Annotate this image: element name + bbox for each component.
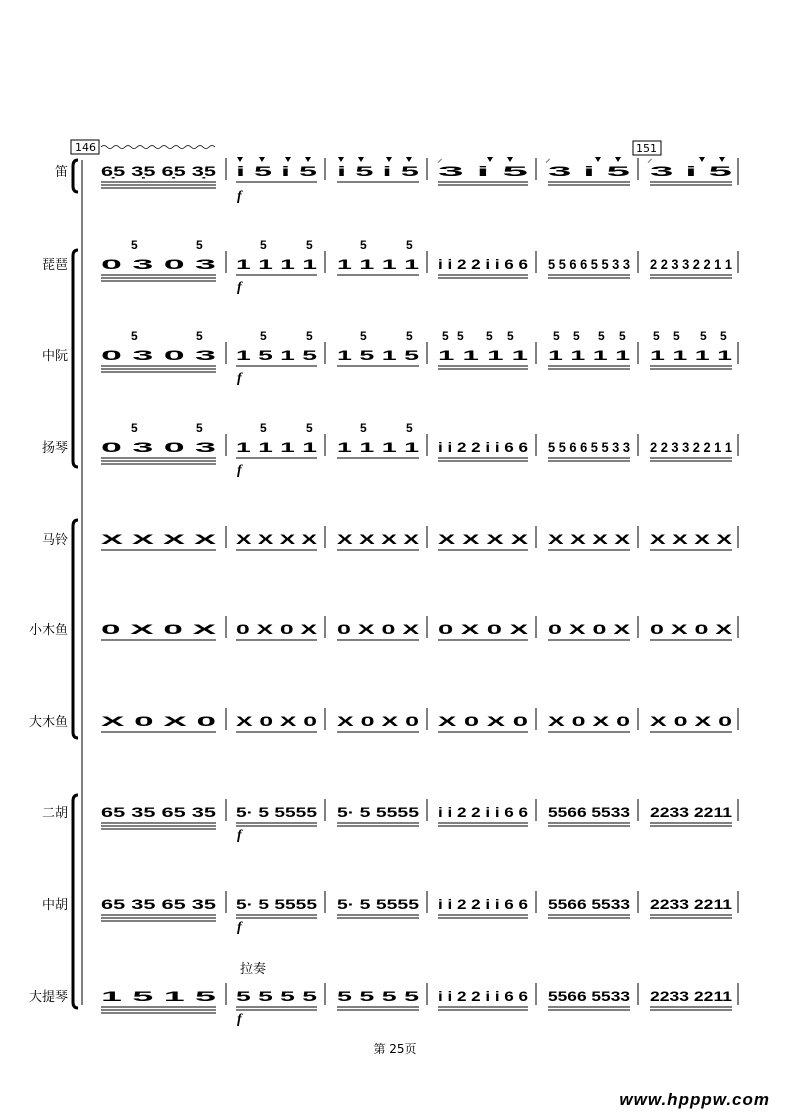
measure-9-4: 5566 5533 — [548, 988, 631, 1004]
instrument-name-7: 二胡 — [41, 806, 68, 821]
measure-0-1: i 5 i 5 — [236, 163, 318, 179]
upper-note: 5 — [406, 238, 413, 252]
upper-note: 5 — [131, 238, 138, 252]
measure-9-2: 5 5 5 5 — [337, 988, 420, 1004]
measure-9-3: i i 2 2 i i 6 6 — [438, 988, 529, 1004]
tremolo-mark: ⸝ — [437, 152, 443, 165]
measure-3-3: i i 2 2 i i 6 6 — [438, 439, 529, 455]
measure-7-0: 65 35 65 35 — [101, 804, 217, 820]
instrument-name-4: 马铃 — [41, 533, 68, 548]
accent-mark — [595, 157, 601, 162]
rehearsal-mark-146: 146 — [75, 141, 96, 154]
bracket-plucked — [73, 250, 78, 467]
instrument-name-6: 大木鱼 — [28, 715, 68, 730]
accent-mark — [406, 157, 412, 162]
dynamic-mark-7: f — [237, 828, 242, 843]
upper-note: 5 — [598, 329, 605, 343]
accent-mark — [386, 157, 392, 162]
tremolo-mark: ⸝ — [647, 152, 653, 165]
upper-note: 5 — [720, 329, 727, 343]
upper-note: 5 — [260, 238, 267, 252]
watermark: www.hpppw.com — [619, 1090, 770, 1109]
upper-note: 5 — [486, 329, 493, 343]
measure-6-3: X 0 X 0 — [438, 713, 529, 729]
measure-2-5: 1 1 1 1 — [650, 347, 733, 363]
measure-6-2: X 0 X 0 — [337, 713, 420, 729]
dynamic-mark-9: f — [237, 1012, 242, 1027]
upper-note: 5 — [553, 329, 560, 343]
measure-4-5: X X X X — [650, 531, 734, 547]
measure-9-0: 1 5 1 5 — [101, 988, 217, 1004]
instrument-name-3: 扬琴 — [41, 441, 68, 456]
measure-7-1: 5· 5 5555 — [236, 804, 318, 820]
measure-8-0: 65 35 65 35 — [101, 896, 217, 912]
measure-5-2: 0 X 0 X — [337, 621, 421, 637]
measure-9-5: 2233 2211 — [650, 988, 733, 1004]
bracket-strings — [73, 795, 78, 1008]
measure-9-1: 5 5 5 5 — [236, 988, 318, 1004]
upper-note: 5 — [406, 329, 413, 343]
measure-5-3: 0 X 0 X — [438, 621, 530, 637]
accent-mark — [285, 157, 291, 162]
accent-mark — [358, 157, 364, 162]
upper-note: 5 — [360, 421, 367, 435]
measure-3-4: 5 5 6 6 5 5 3 3 — [548, 439, 631, 455]
measure-1-1: 1 1 1 1 — [236, 256, 318, 272]
upper-note: 5 — [360, 238, 367, 252]
instrument-name-9: 大提琴 — [28, 990, 68, 1005]
measure-0-5: 3 i 5 — [650, 163, 733, 179]
instrument-name-1: 琵琶 — [41, 258, 68, 273]
accent-mark — [615, 157, 621, 162]
measure-6-0: X 0 X 0 — [101, 713, 217, 729]
upper-note: 5 — [260, 421, 267, 435]
upper-note: 5 — [619, 329, 626, 343]
upper-note: 5 — [673, 329, 680, 343]
measure-5-4: 0 X 0 X — [548, 621, 632, 637]
upper-note: 5 — [360, 329, 367, 343]
instrument-name-5: 小木鱼 — [28, 623, 68, 638]
measure-3-1: 1 1 1 1 — [236, 439, 318, 455]
measure-8-5: 2233 2211 — [650, 896, 733, 912]
measure-2-0: 0 3 0 3 — [101, 347, 217, 363]
measure-7-3: i i 2 2 i i 6 6 — [438, 804, 529, 820]
instrument-name-2: 中阮 — [41, 349, 68, 364]
instrument-name-0: 笛 — [54, 165, 68, 180]
upper-note: 5 — [653, 329, 660, 343]
accent-mark — [305, 157, 311, 162]
measure-5-1: 0 X 0 X — [236, 621, 319, 637]
measure-1-4: 5 5 6 6 5 5 3 3 — [548, 256, 631, 272]
measure-7-5: 2233 2211 — [650, 804, 733, 820]
page-number: 第 25页 — [373, 1042, 417, 1056]
dynamic-mark-3: f — [237, 463, 242, 478]
measure-6-1: X 0 X 0 — [236, 713, 318, 729]
measure-3-5: 2 2 3 3 2 2 1 1 — [650, 439, 733, 455]
measure-0-3: 3 i 5 — [438, 163, 529, 179]
measure-2-1: 1 5 1 5 — [236, 347, 318, 363]
measure-1-3: i i 2 2 i i 6 6 — [438, 256, 529, 272]
upper-note: 5 — [507, 329, 514, 343]
upper-note: 5 — [442, 329, 449, 343]
accent-mark — [237, 157, 243, 162]
measure-4-1: X X X X — [236, 531, 319, 547]
upper-note: 5 — [406, 421, 413, 435]
trill-line — [101, 146, 215, 149]
upper-note: 5 — [306, 238, 313, 252]
upper-note: 5 — [131, 329, 138, 343]
bracket-percussion — [73, 520, 78, 738]
instrument-name-8: 中胡 — [41, 898, 68, 913]
annotation-laqin: 拉奏 — [240, 962, 267, 977]
upper-note: 5 — [196, 421, 203, 435]
measure-5-0: 0 X 0 X — [101, 621, 218, 637]
measure-4-3: X X X X — [438, 531, 530, 547]
dynamic-mark-8: f — [237, 920, 242, 935]
measure-0-0: 6̣5 3̣5 6̣5 3̣5 — [101, 163, 217, 179]
measure-5-5: 0 X 0 X — [650, 621, 734, 637]
upper-note: 5 — [306, 329, 313, 343]
measure-8-2: 5· 5 5555 — [337, 896, 420, 912]
measure-1-2: 1 1 1 1 — [337, 256, 420, 272]
measure-2-2: 1 5 1 5 — [337, 347, 420, 363]
bracket-flute — [73, 160, 78, 192]
dynamic-mark-0: f — [237, 189, 242, 204]
measure-1-0: 0 3 0 3 — [101, 256, 217, 272]
measure-3-0: 0 3 0 3 — [101, 439, 217, 455]
upper-note: 5 — [700, 329, 707, 343]
measure-6-5: X 0 X 0 — [650, 713, 733, 729]
measure-7-2: 5· 5 5555 — [337, 804, 420, 820]
tremolo-mark: ⸝ — [545, 152, 551, 165]
upper-note: 5 — [573, 329, 580, 343]
measure-2-3: 1 1 1 1 — [438, 347, 529, 363]
measure-0-2: i 5 i 5 — [337, 163, 420, 179]
accent-mark — [338, 157, 344, 162]
dynamic-mark-2: f — [237, 371, 242, 386]
measure-0-4: 3 i 5 — [548, 163, 631, 179]
upper-note: 5 — [196, 329, 203, 343]
measure-8-3: i i 2 2 i i 6 6 — [438, 896, 529, 912]
measure-4-0: X X X X — [101, 531, 218, 547]
upper-note: 5 — [260, 329, 267, 343]
measure-3-2: 1 1 1 1 — [337, 439, 420, 455]
accent-mark — [699, 157, 705, 162]
upper-note: 5 — [457, 329, 464, 343]
accent-mark — [719, 157, 725, 162]
accent-mark — [487, 157, 493, 162]
measure-8-4: 5566 5533 — [548, 896, 631, 912]
measure-2-4: 1 1 1 1 — [548, 347, 631, 363]
accent-mark — [507, 157, 513, 162]
dynamic-mark-1: f — [237, 280, 242, 295]
upper-note: 5 — [196, 238, 203, 252]
measure-4-2: X X X X — [337, 531, 421, 547]
measure-8-1: 5· 5 5555 — [236, 896, 318, 912]
upper-note: 5 — [306, 421, 313, 435]
measure-7-4: 5566 5533 — [548, 804, 631, 820]
measure-4-4: X X X X — [548, 531, 632, 547]
accent-mark — [259, 157, 265, 162]
upper-note: 5 — [131, 421, 138, 435]
measure-6-4: X 0 X 0 — [548, 713, 631, 729]
measure-1-5: 2 2 3 3 2 2 1 1 — [650, 256, 733, 272]
rehearsal-mark-151: 151 — [636, 142, 657, 155]
